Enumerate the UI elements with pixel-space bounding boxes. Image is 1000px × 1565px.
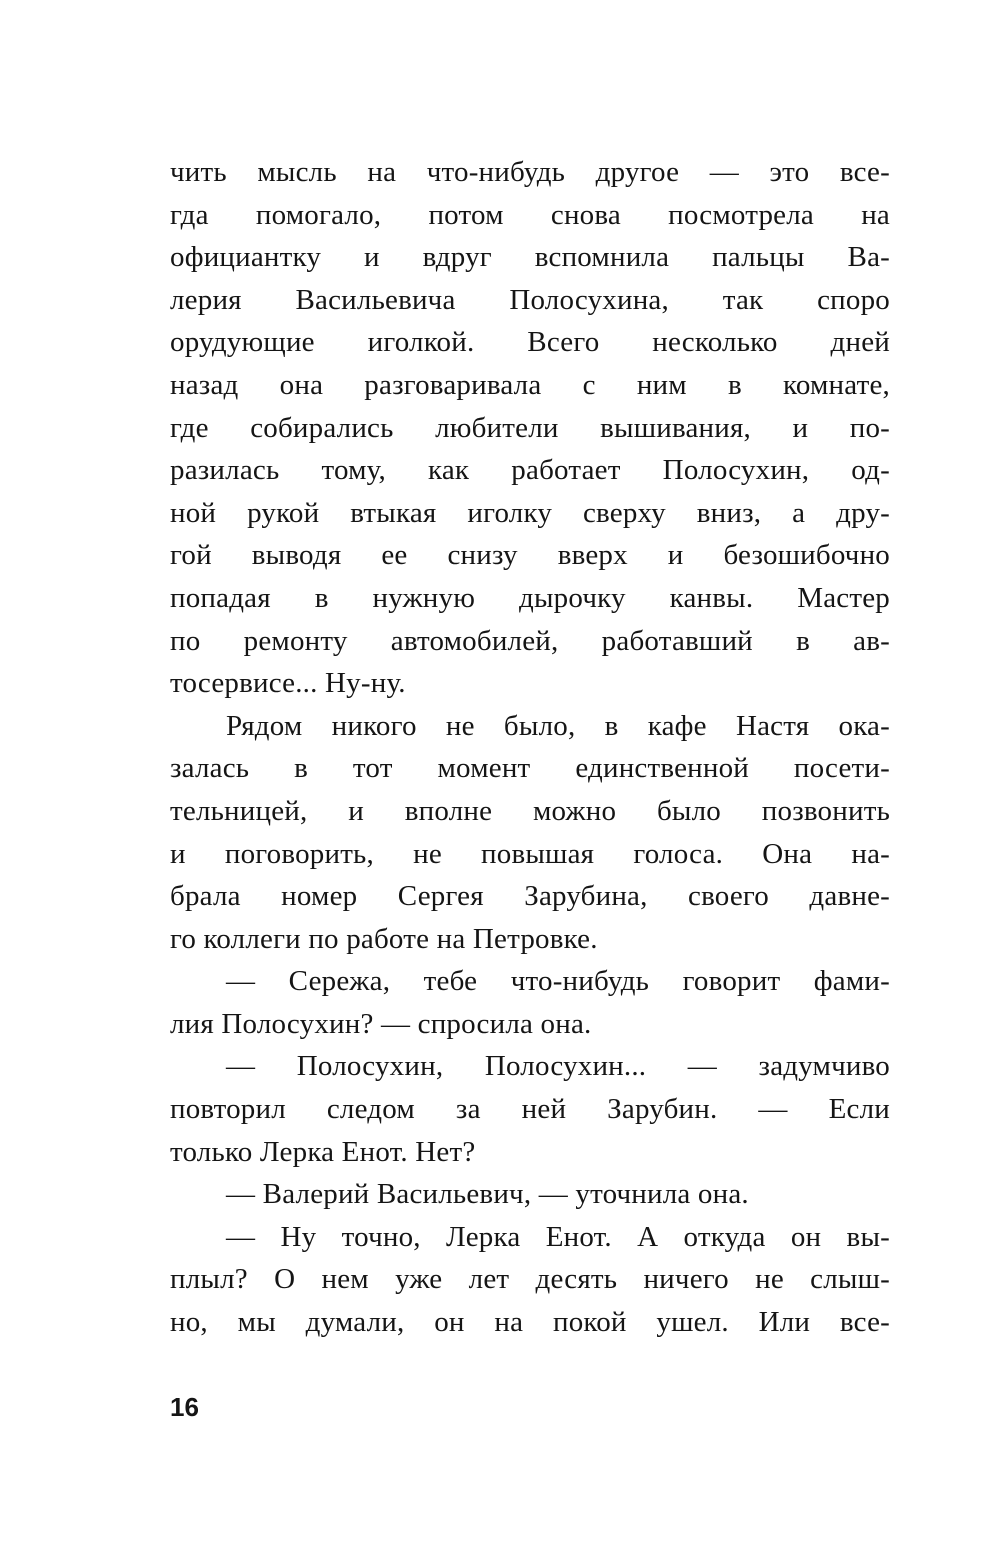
paragraph bbox=[170, 1216, 890, 1344]
text-line: го коллеги по работе на Петровке. bbox=[170, 922, 598, 955]
text-line: только Лерка Енот. Нет? bbox=[170, 1135, 476, 1168]
text-line: — Ну точно, Лерка Енот. А откуда он вы- bbox=[226, 1220, 890, 1253]
page-number: 16 bbox=[170, 1392, 199, 1422]
text-line: Рядом никого не было, в кафе Настя ока- bbox=[226, 709, 890, 742]
text-line: попадая в нужную дырочку канвы. Мастер bbox=[170, 581, 890, 614]
text-line: чить мысль на что-нибудь другое — это все- bbox=[170, 156, 890, 188]
paragraph bbox=[170, 960, 890, 1045]
text-line: — Полосухин, Полосухин... — задумчиво bbox=[226, 1050, 890, 1083]
text-line: — Валерий Васильевич, — уточнила она. bbox=[226, 1178, 749, 1211]
text-line: и поговорить, не повышая голоса. Она на- bbox=[170, 837, 890, 870]
text-line: гда помогало, потом снова посмотрела на bbox=[170, 198, 890, 231]
text-line: разилась тому, как работает Полосухин, од- bbox=[170, 454, 890, 487]
text-line: залась в тот момент единственной посети- bbox=[170, 752, 890, 785]
paragraph bbox=[170, 1045, 890, 1173]
text-line: тельницей, и вполне можно было позвонить bbox=[170, 794, 890, 827]
text-line: назад она разговаривала с ним в комнате, bbox=[170, 368, 890, 401]
text-line: плыл? О нем уже лет десять ничего не слыш- bbox=[170, 1263, 890, 1296]
text-line: орудующие иголкой. Всего несколько дней bbox=[170, 326, 890, 359]
text-line: официантку и вдруг вспомнила пальцы Ва- bbox=[170, 241, 890, 274]
paragraph bbox=[170, 705, 890, 961]
text-line: тосервисе... Ну-ну. bbox=[170, 667, 406, 700]
text-line: брала номер Сергея Зарубина, своего давне- bbox=[170, 880, 890, 913]
text-line: ной рукой втыкая иголку сверху вниз, а дру- bbox=[170, 496, 890, 529]
paragraph bbox=[170, 151, 890, 705]
text-line: гой выводя ее снизу вверх и безошибочно bbox=[170, 539, 890, 572]
text-line: по ремонту автомобилей, работавший в ав- bbox=[170, 624, 890, 657]
text-line: — Сережа, тебе что-нибудь говорит фами- bbox=[226, 965, 890, 998]
text-line: лерия Васильевича Полосухина, так споро bbox=[170, 283, 890, 316]
paragraph bbox=[170, 1173, 890, 1216]
page-text bbox=[170, 151, 890, 1344]
text-line: но, мы думали, он на покой ушел. Или все- bbox=[170, 1306, 890, 1339]
text-line: повторил следом за ней Зарубин. — Если bbox=[170, 1093, 890, 1126]
text-line: где собирались любители вышивания, и по- bbox=[170, 411, 890, 444]
text-line: лия Полосухин? — спросила она. bbox=[170, 1007, 592, 1040]
